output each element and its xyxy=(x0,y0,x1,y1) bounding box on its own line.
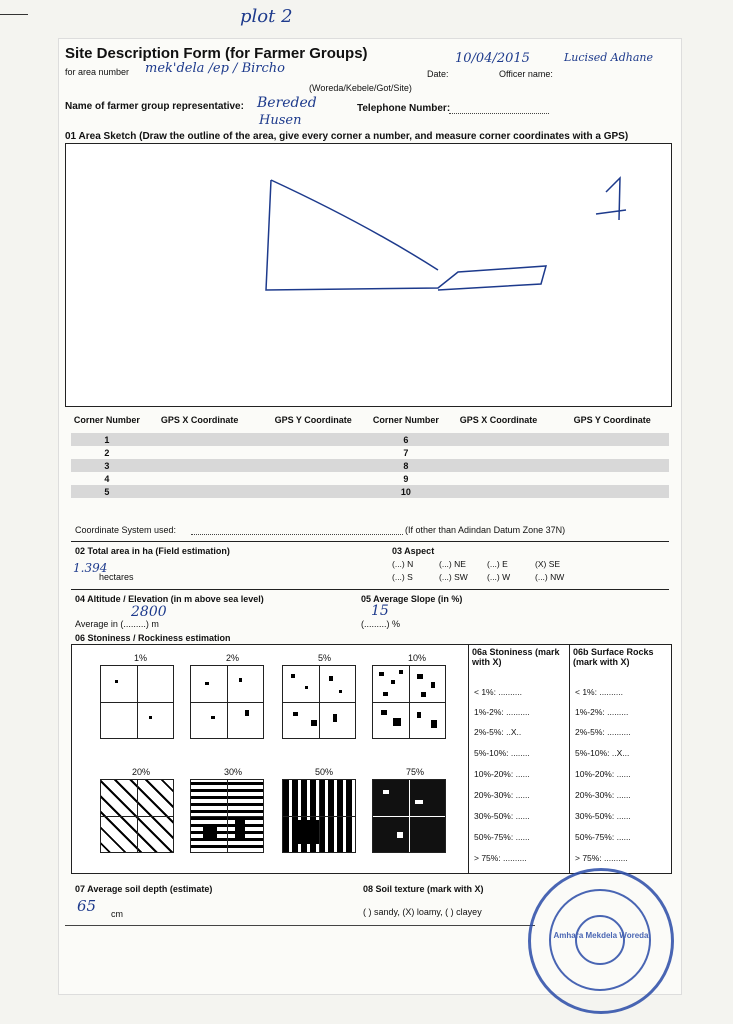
slope-unit: (.........) % xyxy=(361,619,401,629)
soil-texture-label: 08 Soil texture (mark with X) xyxy=(363,884,484,894)
aspect-nw[interactable]: (...) NW xyxy=(535,572,565,582)
stoniness-opt-50-75[interactable]: 50%-75%: ...... xyxy=(474,832,530,842)
corner-number: 1 xyxy=(104,434,110,445)
area-sub: (Woreda/Kebele/Got/Site) xyxy=(309,83,412,93)
stone-panel-1 xyxy=(100,665,174,739)
slope-label: 05 Average Slope (in %) xyxy=(361,594,463,604)
form-sheet xyxy=(58,38,682,995)
rocks-opt-1-2[interactable]: 1%-2%: ......... xyxy=(575,707,629,717)
coord-system-field[interactable] xyxy=(191,534,403,535)
gps-cell[interactable] xyxy=(143,485,257,498)
altitude-value[interactable]: 2800 xyxy=(131,604,167,620)
officer-value[interactable]: Lucised Adhane xyxy=(564,51,653,64)
table-row xyxy=(71,433,669,446)
table-row xyxy=(71,472,669,485)
sketch-drawing xyxy=(66,144,671,406)
stoniness-opt-30-50[interactable]: 30%-50%: ...... xyxy=(474,811,530,821)
table-row xyxy=(71,485,669,498)
divider xyxy=(65,925,535,926)
rep-value[interactable]: Bereded xyxy=(257,95,317,111)
gps-cell[interactable] xyxy=(256,446,370,459)
soil-depth-unit: cm xyxy=(111,909,123,919)
stoniness-box xyxy=(71,644,672,874)
sketch-label: 01 Area Sketch (Draw the outline of the area, give every corner a number, and measure corner coordinates with a GPS) xyxy=(65,131,629,142)
th-gps-x-1: GPS X Coordinate xyxy=(160,415,239,425)
th-corner-2: Corner Number xyxy=(372,415,439,425)
gps-cell[interactable] xyxy=(143,433,257,446)
col-a-title: 06a Stoniness (mark with X) xyxy=(472,647,560,667)
rocks-opt-30-50[interactable]: 30%-50%: ...... xyxy=(575,811,631,821)
aspect-s[interactable]: (...) S xyxy=(392,572,413,582)
stone-panel-2 xyxy=(190,665,264,739)
stone-panel-4 xyxy=(372,665,446,739)
gps-cell[interactable] xyxy=(442,485,556,498)
gps-cell[interactable] xyxy=(555,446,669,459)
table-row xyxy=(71,459,669,472)
soil-depth-value[interactable]: 65 xyxy=(77,897,97,915)
rocks-opt-gt75[interactable]: > 75%: .......... xyxy=(575,853,628,863)
altitude-avg: Average in (.........) m xyxy=(75,619,159,629)
divider xyxy=(71,589,669,590)
stone-panel-7 xyxy=(282,779,356,853)
panel-label: 30% xyxy=(224,767,243,777)
gps-cell[interactable] xyxy=(256,485,370,498)
gps-cell[interactable] xyxy=(555,472,669,485)
corner-number: 8 xyxy=(403,460,409,471)
slope-value[interactable]: 15 xyxy=(371,603,389,619)
coords-table xyxy=(71,407,669,498)
corner-number: 6 xyxy=(403,434,409,445)
stoniness-opt-20-30[interactable]: 20%-30%: ...... xyxy=(474,790,530,800)
stoniness-opt-lt1[interactable]: < 1%: .......... xyxy=(474,687,522,697)
stoniness-opt-2-5[interactable]: 2%-5%: ..X.. xyxy=(474,727,522,737)
stone-panel-8 xyxy=(372,779,446,853)
stoniness-opt-10-20[interactable]: 10%-20%: ...... xyxy=(474,769,530,779)
area-value[interactable]: mek'dela /ep / Bircho xyxy=(145,61,285,76)
soil-depth-label: 07 Average soil depth (estimate) xyxy=(75,884,213,894)
aspect-label: 03 Aspect xyxy=(392,546,435,556)
aspect-se[interactable]: (X) SE xyxy=(535,559,561,569)
rep-label: Name of farmer group representative: xyxy=(65,101,244,112)
date-label: Date: xyxy=(427,69,449,79)
gps-cell[interactable] xyxy=(143,446,257,459)
aspect-ne[interactable]: (...) NE xyxy=(439,559,466,569)
rocks-opt-50-75[interactable]: 50%-75%: ...... xyxy=(575,832,631,842)
gps-cell[interactable] xyxy=(442,446,556,459)
corner-number: 9 xyxy=(403,473,409,484)
stone-panel-3 xyxy=(282,665,356,739)
panel-label: 10% xyxy=(408,653,427,663)
aspect-sw[interactable]: (...) SW xyxy=(439,572,468,582)
date-value[interactable]: 10/04/2015 xyxy=(455,51,530,66)
total-area-unit: hectares xyxy=(99,572,134,582)
divider xyxy=(71,541,669,542)
th-gps-y-2: GPS Y Coordinate xyxy=(573,415,651,425)
gps-cell[interactable] xyxy=(256,433,370,446)
rocks-opt-10-20[interactable]: 10%-20%: ...... xyxy=(575,769,631,779)
gps-cell[interactable] xyxy=(555,459,669,472)
gps-cell[interactable] xyxy=(143,459,257,472)
coord-system-label: Coordinate System used: xyxy=(75,525,177,535)
panel-label: 2% xyxy=(226,653,240,663)
gps-cell[interactable] xyxy=(442,459,556,472)
rocks-opt-lt1[interactable]: < 1%: .......... xyxy=(575,687,623,697)
gps-cell[interactable] xyxy=(555,485,669,498)
panel-label: 20% xyxy=(132,767,151,777)
corner-number: 10 xyxy=(400,486,411,497)
stoniness-label: 06 Stoniness / Rockiness estimation xyxy=(75,633,231,643)
gps-cell[interactable] xyxy=(555,433,669,446)
stoniness-opt-5-10[interactable]: 5%-10%: ........ xyxy=(474,748,530,758)
corner-number: 4 xyxy=(104,473,110,484)
top-note: plot 2 xyxy=(240,6,293,27)
rocks-opt-5-10[interactable]: 5%-10%: ..X... xyxy=(575,748,630,758)
stoniness-opt-gt75[interactable]: > 75%: .......... xyxy=(474,853,527,863)
stamp-text: Amhara Mekdela Woreda xyxy=(553,931,649,940)
table-row xyxy=(71,446,669,459)
stoniness-opt-1-2[interactable]: 1%-2%: .......... xyxy=(474,707,530,717)
total-area-label: 02 Total area in ha (Field estimation) xyxy=(75,546,230,556)
rep-value-2[interactable]: Husen xyxy=(259,113,302,128)
soil-texture-options[interactable]: ( ) sandy, (X) loamy, ( ) clayey xyxy=(363,907,482,917)
th-corner-1: Corner Number xyxy=(73,415,140,425)
panel-label: 1% xyxy=(134,653,148,663)
stone-panel-6 xyxy=(190,779,264,853)
col-b-title: 06b Surface Rocks (mark with X) xyxy=(573,647,654,667)
officer-label: Officer name: xyxy=(499,69,553,79)
official-stamp xyxy=(528,868,674,1014)
gps-cell[interactable] xyxy=(256,472,370,485)
gps-cell[interactable] xyxy=(256,459,370,472)
rocks-opt-20-30[interactable]: 20%-30%: ...... xyxy=(575,790,631,800)
aspect-w[interactable]: (...) W xyxy=(487,572,511,582)
corner-number: 7 xyxy=(403,447,409,458)
gps-cell[interactable] xyxy=(143,472,257,485)
th-gps-x-2: GPS X Coordinate xyxy=(459,415,538,425)
corner-number: 5 xyxy=(104,486,110,497)
panel-label: 5% xyxy=(318,653,332,663)
panel-label: 75% xyxy=(406,767,425,777)
form-title: Site Description Form (for Farmer Groups) xyxy=(65,45,368,62)
total-area-value[interactable]: 1.394 xyxy=(73,561,108,575)
col-divider xyxy=(569,645,570,873)
th-gps-y-1: GPS Y Coordinate xyxy=(274,415,352,425)
aspect-n[interactable]: (...) N xyxy=(392,559,414,569)
altitude-label: 04 Altitude / Elevation (in m above sea level) xyxy=(75,594,264,604)
gps-cell[interactable] xyxy=(442,472,556,485)
stone-panel-5 xyxy=(100,779,174,853)
gps-cell[interactable] xyxy=(442,433,556,446)
corner-number: 3 xyxy=(104,460,110,471)
aspect-e[interactable]: (...) E xyxy=(487,559,508,569)
panel-label: 50% xyxy=(315,767,334,777)
corner-mark xyxy=(0,14,28,15)
area-label: for area number xyxy=(65,67,130,77)
corner-number: 2 xyxy=(104,447,110,458)
phone-label: Telephone Number: xyxy=(357,103,451,114)
rocks-opt-2-5[interactable]: 2%-5%: .......... xyxy=(575,727,631,737)
coord-system-note: (If other than Adindan Datum Zone 37N) xyxy=(405,525,566,535)
col-divider xyxy=(468,645,469,873)
sketch-box[interactable] xyxy=(65,143,672,407)
phone-field[interactable] xyxy=(449,103,549,114)
